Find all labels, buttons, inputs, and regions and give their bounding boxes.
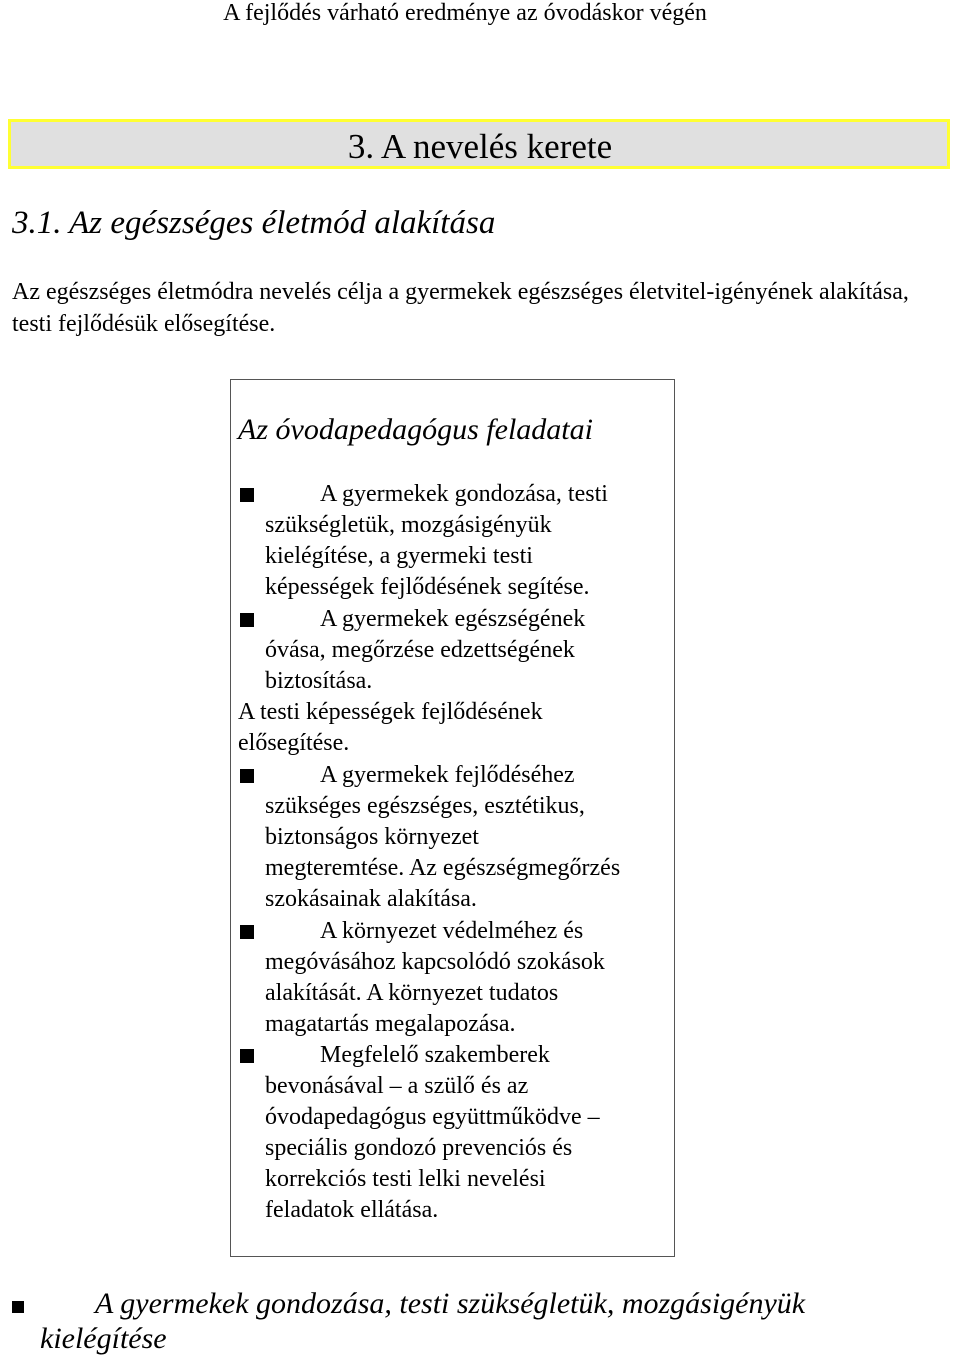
task-item-line: megteremtése. Az egészségmegőrzés	[265, 855, 621, 881]
task-item-line: szükségletük, mozgásigényük	[265, 512, 552, 538]
task-item-line: alakítását. A környezet tudatos	[265, 980, 559, 1006]
task-item-line: megóvásához kapcsolódó szokások	[265, 949, 605, 975]
task-item-line: szokásainak alakítása.	[265, 886, 477, 912]
tasks-box-title: Az óvodapedagógus feladatai	[238, 413, 593, 446]
task-item-line: kielégítése, a gyermeki testi	[265, 543, 533, 569]
bullet-square-icon	[240, 769, 254, 783]
task-item-line: A gyermekek gondozása, testi	[320, 481, 608, 507]
bullet-square-icon	[240, 488, 254, 502]
plain-line: A testi képességek fejlődésének	[238, 699, 543, 725]
task-item-line: biztosítása.	[265, 668, 373, 694]
task-item-line: óvása, megőrzése edzettségének	[265, 637, 575, 663]
task-item-line: Megfelelő szakemberek	[320, 1042, 550, 1068]
bullet-square-icon	[240, 925, 254, 939]
task-item-line: magatartás megalapozása.	[265, 1011, 516, 1037]
bullet-square-icon	[12, 1301, 24, 1313]
task-item-line: speciális gondozó prevenciós és	[265, 1135, 573, 1161]
task-item-line: A gyermekek egészségének	[320, 606, 586, 632]
intro-paragraph: Az egészséges életmódra nevelés célja a gyermekek egészséges életvitel-igényének alakítása, testi fejlődésük elősegítése.	[12, 279, 909, 337]
task-item-line: képességek fejlődésének segítése.	[265, 574, 590, 600]
task-item-line: A környezet védelméhez és	[320, 918, 584, 944]
bullet-square-icon	[240, 1049, 254, 1063]
bottom-heading-line: kielégítése	[40, 1322, 167, 1355]
task-item-line: korrekciós testi lelki nevelési	[265, 1166, 546, 1192]
banner-heading: 3. A nevelés kerete	[347, 127, 613, 166]
bottom-heading-line: A gyermekek gondozása, testi szükségletük, mozgásigényük	[95, 1287, 806, 1320]
task-item-line: bevonásával – a szülő és az	[265, 1073, 529, 1099]
task-item-line: óvodapedagógus együttműködve –	[265, 1104, 600, 1130]
task-item-line: A gyermekek fejlődéséhez	[320, 762, 575, 788]
task-item-line: feladatok ellátása.	[265, 1197, 439, 1223]
page-title: A fejlődés várható eredménye az óvodáskor végén	[223, 0, 707, 26]
bullet-square-icon	[240, 613, 254, 627]
plain-line: elősegítése.	[238, 730, 350, 756]
section-heading: 3.1. Az egészséges életmód alakítása	[12, 205, 496, 241]
task-item-line: szükséges egészséges, esztétikus,	[265, 793, 585, 819]
task-item-line: biztonságos környezet	[265, 824, 479, 850]
